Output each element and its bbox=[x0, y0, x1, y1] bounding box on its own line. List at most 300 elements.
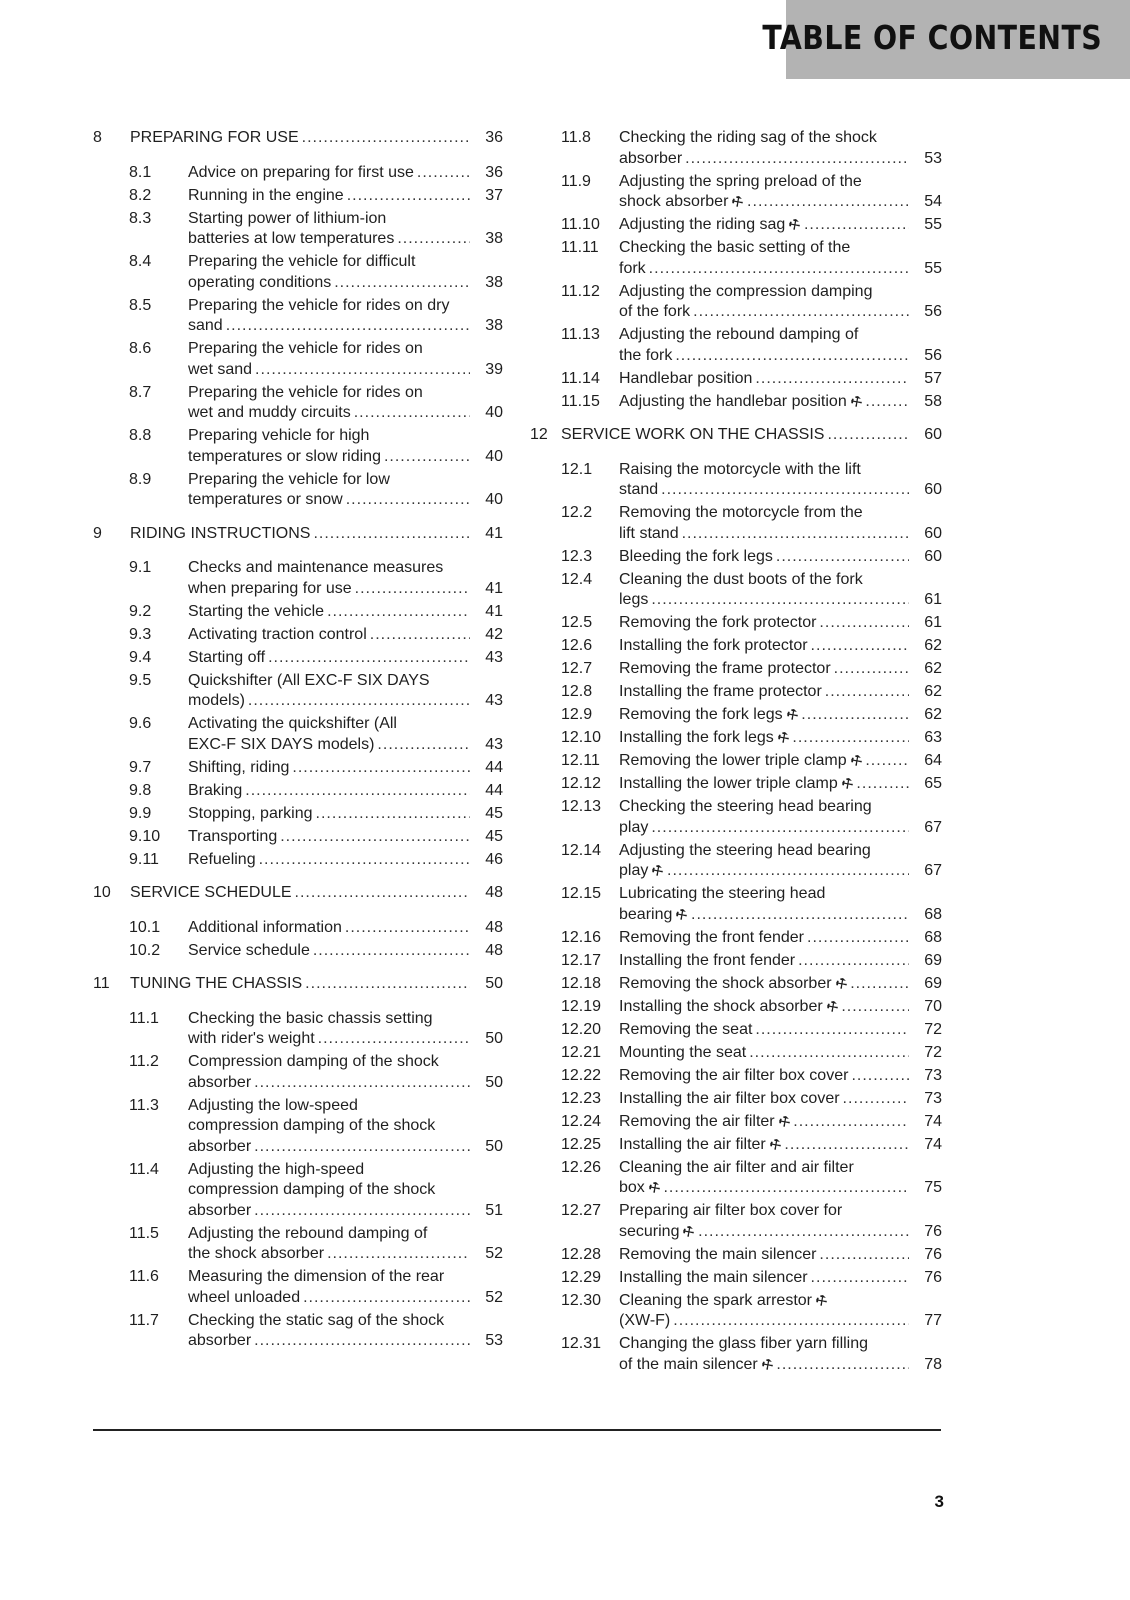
wrench-icon: ⚒ bbox=[831, 973, 851, 993]
toc-page-number: 40 bbox=[485, 447, 503, 465]
toc-number: 12.29 bbox=[561, 1268, 602, 1286]
toc-title-line: Removing the frame protector bbox=[619, 660, 831, 677]
toc-number: 8.4 bbox=[129, 253, 152, 270]
toc-entry[interactable] bbox=[530, 1089, 942, 1110]
toc-number: 12.31 bbox=[561, 1335, 602, 1352]
toc-page-number: 44 bbox=[485, 758, 503, 776]
toc-title-line: Installing the frame protector bbox=[619, 683, 822, 700]
toc-number: 12.23 bbox=[561, 1089, 602, 1107]
toc-entry[interactable] bbox=[93, 758, 503, 779]
toc-title-line: play bbox=[619, 862, 649, 879]
toc-entry[interactable] bbox=[530, 503, 942, 544]
toc-page-number: 73 bbox=[924, 1066, 942, 1084]
toc-title-line: shock absorber bbox=[619, 193, 729, 210]
toc-page-number: 38 bbox=[485, 317, 503, 334]
dot-leader bbox=[856, 774, 909, 795]
toc-number: 11.11 bbox=[561, 239, 599, 256]
toc-number: 9.11 bbox=[129, 850, 159, 868]
toc-title-line: Removing the front fender bbox=[619, 928, 804, 946]
toc-title-line: Removing the fork legs bbox=[619, 706, 783, 723]
toc-title-line: stand bbox=[619, 481, 659, 498]
toc-entry[interactable] bbox=[530, 705, 942, 726]
toc-number: 12.3 bbox=[561, 547, 593, 565]
footer-rule bbox=[93, 1429, 941, 1431]
toc-entry[interactable] bbox=[530, 728, 942, 749]
toc-section[interactable] bbox=[93, 524, 503, 545]
toc-number: 12.10 bbox=[561, 729, 602, 746]
toc-entry[interactable] bbox=[530, 613, 942, 634]
dot-leader bbox=[825, 682, 909, 703]
toc-page-number: 50 bbox=[485, 975, 503, 992]
toc-entry[interactable] bbox=[93, 1096, 503, 1158]
toc-page-number: 40 bbox=[485, 491, 503, 508]
toc-title-line: Checking the static sag of the shock bbox=[188, 1311, 445, 1329]
dot-leader bbox=[865, 392, 909, 413]
toc-number: 9.10 bbox=[129, 827, 161, 845]
toc-title-line: Quickshifter (All EXC-F SIX DAYS bbox=[188, 671, 430, 689]
dot-leader bbox=[347, 186, 470, 207]
toc-title-line: RIDING INSTRUCTIONS bbox=[130, 524, 311, 542]
toc-entry[interactable] bbox=[530, 974, 942, 995]
dot-leader bbox=[755, 1020, 909, 1041]
dot-leader bbox=[226, 316, 470, 337]
toc-title-line: Cleaning the air filter and air filter bbox=[619, 1158, 854, 1176]
toc-title-line: Checking the basic setting of the bbox=[619, 239, 851, 256]
toc-title-line: Removing the fork protector bbox=[619, 614, 817, 631]
dot-leader bbox=[346, 490, 470, 511]
toc-number: 12.22 bbox=[561, 1066, 602, 1084]
toc-page-number: 68 bbox=[924, 928, 942, 946]
toc-number: 9.3 bbox=[129, 625, 152, 643]
dot-leader bbox=[691, 905, 909, 926]
dot-leader bbox=[327, 602, 470, 623]
toc-entry[interactable] bbox=[530, 1334, 942, 1375]
toc-number: 11.6 bbox=[129, 1268, 159, 1285]
toc-number: 12.5 bbox=[561, 614, 593, 631]
toc-page-number: 72 bbox=[924, 1043, 942, 1061]
wrench-icon: ⚒ bbox=[648, 861, 667, 881]
toc-page-number: 40 bbox=[485, 404, 503, 421]
toc-title-line: Preparing the vehicle for rides on bbox=[188, 383, 423, 401]
toc-title-line: Adjusting the rebound damping of bbox=[188, 1224, 428, 1242]
toc-number: 12.9 bbox=[561, 706, 593, 723]
toc-title-line: Installing the main silencer bbox=[619, 1268, 808, 1286]
toc-title-line: fork bbox=[619, 259, 646, 277]
toc-entry[interactable] bbox=[93, 850, 503, 871]
dot-leader bbox=[245, 781, 470, 802]
toc-number: 11.7 bbox=[129, 1311, 159, 1329]
dot-leader bbox=[792, 728, 909, 749]
toc-title-line: Preparing the vehicle for difficult bbox=[188, 253, 416, 270]
toc-page-number: 64 bbox=[924, 752, 942, 769]
toc-title-line: Adjusting the compression damping bbox=[619, 282, 873, 300]
toc-number: 12.21 bbox=[561, 1043, 602, 1061]
dot-leader bbox=[651, 818, 909, 839]
toc-page-number: 54 bbox=[924, 193, 942, 210]
toc-entry[interactable] bbox=[530, 570, 942, 611]
toc-entry[interactable] bbox=[93, 296, 503, 337]
toc-title-line: Installing the air filter bbox=[619, 1135, 766, 1153]
toc-title-line: Removing the lower triple clamp bbox=[619, 752, 847, 769]
toc-title-line: SERVICE SCHEDULE bbox=[130, 884, 292, 901]
wrench-icon: ⚒ bbox=[679, 1221, 698, 1241]
wrench-icon: ⚒ bbox=[728, 192, 747, 212]
toc-title-line: Cleaning the spark arrestor bbox=[619, 1291, 812, 1309]
page-title: TABLE OF CONTENTS bbox=[762, 18, 1102, 57]
toc-title-line: Adjusting the spring preload of the bbox=[619, 172, 862, 190]
dot-leader bbox=[747, 192, 909, 213]
dot-leader bbox=[302, 128, 470, 149]
toc-entry[interactable] bbox=[93, 671, 503, 712]
toc-entry[interactable] bbox=[530, 682, 942, 703]
toc-number: 12.20 bbox=[561, 1020, 602, 1038]
toc-entry[interactable] bbox=[530, 751, 942, 772]
toc-entry[interactable] bbox=[530, 128, 942, 169]
toc-entry[interactable] bbox=[530, 884, 942, 925]
toc-title-line: Refueling bbox=[188, 850, 256, 868]
toc-entry[interactable] bbox=[93, 558, 503, 599]
wrench-icon: ⚒ bbox=[822, 996, 842, 1016]
toc-entry[interactable] bbox=[93, 648, 503, 669]
toc-title-line: Removing the main silencer bbox=[619, 1245, 817, 1263]
toc-title-line: Adjusting the low-speed bbox=[188, 1096, 358, 1114]
toc-number: 12.25 bbox=[561, 1135, 602, 1153]
toc-title-line: Installing the front fender bbox=[619, 951, 796, 969]
toc-title-line: (XW-F) bbox=[619, 1312, 671, 1329]
toc-page-number: 52 bbox=[485, 1245, 503, 1262]
toc-title-line: lift stand bbox=[619, 524, 679, 542]
dot-leader bbox=[377, 735, 470, 756]
toc-entry[interactable] bbox=[530, 1135, 942, 1156]
dot-leader bbox=[651, 590, 909, 611]
toc-entry[interactable] bbox=[93, 470, 503, 511]
toc-title-line: absorber bbox=[188, 1201, 252, 1219]
toc-title-line: wet sand bbox=[188, 360, 253, 378]
dot-leader bbox=[807, 928, 909, 949]
dot-leader bbox=[784, 1135, 909, 1156]
toc-page-number: 48 bbox=[485, 941, 503, 959]
toc-entry[interactable] bbox=[530, 282, 942, 323]
toc-entry[interactable] bbox=[93, 252, 503, 293]
toc-number: 11.10 bbox=[561, 216, 600, 233]
toc-title-line: securing bbox=[619, 1222, 680, 1240]
toc-entry[interactable] bbox=[530, 1158, 942, 1199]
toc-section[interactable] bbox=[93, 974, 503, 995]
toc-entry[interactable] bbox=[93, 625, 503, 646]
toc-page-number: 76 bbox=[924, 1222, 942, 1240]
toc-entry[interactable] bbox=[93, 426, 503, 467]
toc-page-number: 46 bbox=[485, 850, 503, 868]
toc-page-number: 58 bbox=[924, 392, 942, 410]
toc-page-number: 60 bbox=[924, 524, 942, 542]
toc-title-line: Transporting bbox=[188, 827, 278, 845]
dot-leader bbox=[804, 215, 909, 236]
dot-leader bbox=[313, 524, 470, 545]
toc-page-number: 56 bbox=[924, 346, 942, 364]
toc-title-line: PREPARING FOR USE bbox=[130, 129, 299, 146]
toc-entry[interactable] bbox=[530, 215, 942, 236]
toc-page-number: 38 bbox=[485, 273, 503, 291]
toc-number: 12.15 bbox=[561, 885, 602, 902]
toc-number: 11.8 bbox=[561, 129, 591, 146]
toc-title-line: temperatures or snow bbox=[188, 491, 343, 508]
toc-entry[interactable] bbox=[530, 238, 942, 279]
toc-entry[interactable] bbox=[530, 797, 942, 838]
toc-number: 12.17 bbox=[561, 951, 602, 969]
toc-entry[interactable] bbox=[530, 1066, 942, 1087]
toc-title-line: Installing the fork legs bbox=[619, 729, 774, 746]
toc-page-number: 72 bbox=[924, 1020, 942, 1038]
toc-title-line: Measuring the dimension of the rear bbox=[188, 1268, 445, 1285]
toc-title-line: Adjusting the high-speed bbox=[188, 1160, 365, 1178]
toc-page-number: 41 bbox=[485, 602, 503, 620]
dot-leader bbox=[667, 861, 909, 882]
toc-number: 11.9 bbox=[561, 172, 591, 190]
toc-title-line: Handlebar position bbox=[619, 369, 753, 387]
toc-entry[interactable] bbox=[530, 392, 942, 413]
toc-page-number: 62 bbox=[924, 637, 942, 654]
toc-entry[interactable] bbox=[93, 1267, 503, 1308]
toc-number: 11.13 bbox=[561, 326, 600, 343]
dot-leader bbox=[755, 369, 909, 390]
toc-title-line: Raising the motorcycle with the lift bbox=[619, 460, 861, 478]
toc-title-line: sand bbox=[188, 317, 223, 334]
toc-title-line: absorber bbox=[619, 149, 683, 167]
toc-number: 11.5 bbox=[129, 1224, 159, 1242]
toc-number: 9.7 bbox=[129, 758, 152, 776]
toc-title-line: Braking bbox=[188, 781, 243, 799]
toc-entry[interactable] bbox=[530, 997, 942, 1018]
dot-leader bbox=[318, 1029, 470, 1050]
toc-section[interactable] bbox=[93, 883, 503, 904]
toc-number: 8.9 bbox=[129, 470, 152, 488]
toc-entry[interactable] bbox=[530, 951, 942, 972]
toc-entry[interactable] bbox=[93, 941, 503, 962]
toc-page-number: 78 bbox=[924, 1355, 942, 1373]
dot-leader bbox=[693, 302, 909, 323]
dot-leader bbox=[254, 1201, 470, 1222]
toc-title-line: Removing the seat bbox=[619, 1020, 753, 1038]
dot-leader bbox=[313, 941, 470, 962]
toc-entry[interactable] bbox=[93, 1311, 503, 1352]
toc-entry[interactable] bbox=[93, 714, 503, 755]
toc-entry[interactable] bbox=[530, 325, 942, 366]
toc-title-line: models) bbox=[188, 692, 245, 709]
toc-page-number: 44 bbox=[485, 781, 503, 799]
dot-leader bbox=[268, 648, 470, 669]
toc-page-number: 42 bbox=[485, 625, 503, 643]
toc-entry[interactable] bbox=[93, 163, 503, 184]
toc-title-line: Advice on preparing for first use bbox=[188, 163, 414, 181]
toc-entry[interactable] bbox=[93, 602, 503, 623]
toc-number: 12.30 bbox=[561, 1291, 602, 1309]
dot-leader bbox=[811, 1268, 909, 1289]
toc-page-number: 67 bbox=[924, 862, 942, 879]
dot-leader bbox=[254, 1331, 470, 1352]
toc-page-number: 74 bbox=[924, 1135, 942, 1153]
toc-number: 8.3 bbox=[129, 209, 152, 227]
toc-entry[interactable] bbox=[93, 339, 503, 380]
toc-entry[interactable] bbox=[93, 209, 503, 250]
toc-entry[interactable] bbox=[530, 1201, 942, 1242]
toc-page-number: 62 bbox=[924, 660, 942, 677]
toc-title-line: operating conditions bbox=[188, 273, 332, 291]
toc-entry[interactable] bbox=[93, 1224, 503, 1265]
toc-section[interactable] bbox=[530, 425, 942, 446]
toc-page-number: 36 bbox=[485, 129, 503, 146]
dot-leader bbox=[295, 883, 470, 904]
toc-section[interactable] bbox=[93, 128, 503, 149]
toc-title-line: Checking the basic chassis setting bbox=[188, 1009, 433, 1027]
toc-number: 8.7 bbox=[129, 383, 152, 401]
toc-number: 8.1 bbox=[129, 163, 152, 181]
toc-entry[interactable] bbox=[530, 841, 942, 882]
toc-number: 12.24 bbox=[561, 1112, 602, 1130]
toc-entry[interactable] bbox=[530, 1268, 942, 1289]
toc-page-number: 50 bbox=[485, 1073, 503, 1091]
dot-leader bbox=[345, 918, 470, 939]
toc-page-number: 48 bbox=[485, 884, 503, 901]
toc-title-line: box bbox=[619, 1179, 645, 1196]
dot-leader bbox=[663, 1178, 909, 1199]
toc-page-number: 50 bbox=[485, 1137, 503, 1155]
toc-entry[interactable] bbox=[530, 636, 942, 657]
toc-title-line: SERVICE WORK ON THE CHASSIS bbox=[561, 426, 825, 443]
dot-leader bbox=[417, 163, 470, 184]
toc-title-line: Adjusting the riding sag bbox=[619, 216, 786, 233]
dot-leader bbox=[843, 1089, 909, 1110]
dot-leader bbox=[292, 758, 470, 779]
toc-title-line: TUNING THE CHASSIS bbox=[130, 975, 303, 992]
toc-page-number: 41 bbox=[485, 524, 503, 542]
toc-page-number: 52 bbox=[485, 1288, 503, 1306]
dot-leader bbox=[675, 346, 909, 367]
toc-title-line: Shifting, riding bbox=[188, 758, 290, 776]
toc-entry[interactable] bbox=[93, 804, 503, 825]
toc-title-line: Checking the riding sag of the shock bbox=[619, 129, 877, 146]
toc-number: 12.2 bbox=[561, 504, 593, 521]
toc-entry[interactable] bbox=[93, 1160, 503, 1222]
toc-entry[interactable] bbox=[93, 827, 503, 848]
toc-entry[interactable] bbox=[530, 1291, 942, 1332]
toc-entry[interactable] bbox=[530, 1043, 942, 1064]
header-tab bbox=[762, 0, 1130, 79]
toc-page-number: 75 bbox=[924, 1179, 942, 1196]
toc-title-line: Compression damping of the shock bbox=[188, 1053, 439, 1070]
toc-number: 9.4 bbox=[129, 648, 152, 666]
toc-number: 12.8 bbox=[561, 683, 593, 700]
toc-page-number: 43 bbox=[485, 692, 503, 709]
toc-title-line: Installing the shock absorber bbox=[619, 997, 823, 1015]
toc-page-number: 77 bbox=[924, 1312, 942, 1329]
toc-page-number: 73 bbox=[924, 1089, 942, 1107]
toc-page-number: 51 bbox=[485, 1201, 503, 1219]
dot-leader bbox=[798, 951, 909, 972]
toc-page-number: 62 bbox=[924, 706, 942, 723]
toc-title-line: Preparing vehicle for high bbox=[188, 427, 370, 444]
toc-number: 9.9 bbox=[129, 804, 152, 822]
toc-title-line: Adjusting the rebound damping of bbox=[619, 326, 859, 343]
toc-page-number: 43 bbox=[485, 648, 503, 666]
wrench-icon: ⚒ bbox=[846, 751, 866, 771]
toc-number: 9.8 bbox=[129, 781, 152, 799]
toc-entry[interactable] bbox=[93, 918, 503, 939]
toc-page-number: 63 bbox=[924, 729, 942, 746]
toc-page-number: 60 bbox=[924, 481, 942, 498]
toc-entry[interactable] bbox=[530, 928, 942, 949]
dot-leader bbox=[254, 1137, 470, 1158]
toc-title-line: temperatures or slow riding bbox=[188, 447, 381, 465]
toc-title-line: the shock absorber bbox=[188, 1245, 325, 1262]
wrench-icon: ⚒ bbox=[758, 1354, 777, 1374]
dot-leader bbox=[685, 149, 909, 170]
toc-entry[interactable] bbox=[530, 774, 942, 795]
toc-entry[interactable] bbox=[93, 186, 503, 207]
toc-page-number: 56 bbox=[924, 303, 942, 320]
toc-page-number: 67 bbox=[924, 818, 942, 836]
toc-number: 9.2 bbox=[129, 602, 152, 620]
toc-number: 9 bbox=[93, 524, 102, 542]
dot-leader bbox=[682, 524, 909, 545]
toc-entry[interactable] bbox=[93, 383, 503, 424]
dot-leader bbox=[811, 636, 909, 657]
dot-leader bbox=[259, 850, 470, 871]
dot-leader bbox=[776, 547, 909, 568]
dot-leader bbox=[851, 1066, 909, 1087]
toc-entry[interactable] bbox=[530, 659, 942, 680]
toc-entry[interactable] bbox=[530, 1020, 942, 1041]
toc-page-number: 62 bbox=[924, 683, 942, 700]
toc-page-number: 70 bbox=[924, 997, 942, 1015]
toc-entry[interactable] bbox=[93, 1009, 503, 1050]
toc-entry[interactable] bbox=[530, 460, 942, 501]
toc-number: 12.16 bbox=[561, 928, 602, 946]
toc-right-column bbox=[530, 128, 942, 1378]
toc-entry[interactable] bbox=[93, 781, 503, 802]
toc-number: 11.1 bbox=[129, 1009, 159, 1027]
toc-entry[interactable] bbox=[530, 369, 942, 390]
toc-entry[interactable] bbox=[530, 172, 942, 213]
toc-number: 8 bbox=[93, 129, 102, 146]
dot-leader bbox=[370, 625, 470, 646]
toc-number: 10 bbox=[93, 884, 111, 901]
toc-number: 12.13 bbox=[561, 798, 602, 815]
toc-entry[interactable] bbox=[530, 1245, 942, 1266]
toc-title-line: Removing the shock absorber bbox=[619, 974, 832, 992]
toc-entry[interactable] bbox=[530, 547, 942, 568]
toc-entry[interactable] bbox=[530, 1112, 942, 1133]
toc-number: 12.1 bbox=[561, 460, 593, 478]
toc-number: 9.5 bbox=[129, 671, 152, 689]
wrench-icon: ⚒ bbox=[774, 1111, 794, 1131]
dot-leader bbox=[841, 997, 909, 1018]
dot-leader bbox=[354, 403, 470, 424]
toc-page-number: 37 bbox=[485, 186, 503, 204]
toc-title-line: Removing the motorcycle from the bbox=[619, 504, 863, 521]
toc-page-number: 48 bbox=[485, 918, 503, 936]
toc-entry[interactable] bbox=[93, 1052, 503, 1093]
toc-number: 11.4 bbox=[129, 1160, 159, 1178]
dot-leader bbox=[248, 691, 470, 712]
toc-title-line: Removing the air filter box cover bbox=[619, 1066, 849, 1084]
dot-leader bbox=[254, 1073, 470, 1094]
dot-leader bbox=[827, 425, 909, 446]
toc-title-line: absorber bbox=[188, 1073, 252, 1091]
toc-title-line: absorber bbox=[188, 1332, 252, 1349]
dot-leader bbox=[316, 804, 470, 825]
toc-number: 12.6 bbox=[561, 637, 593, 654]
dot-leader bbox=[649, 259, 909, 280]
